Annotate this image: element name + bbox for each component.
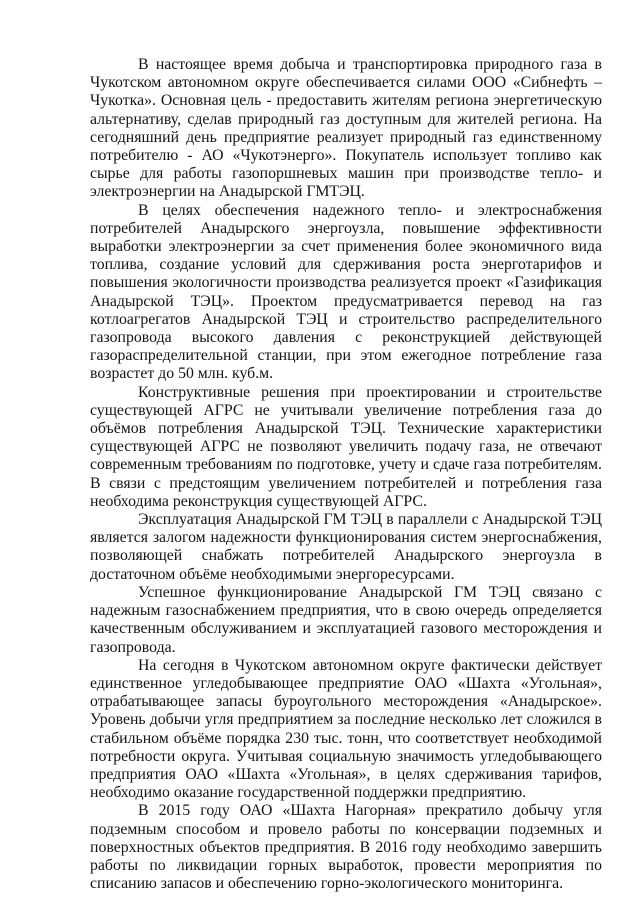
paragraph-gas-production: В настоящее время добыча и транспортировка природного газа в Чукотском автономном округе обеспечивается силами ООО «Сибнефть – Чукотка». Основная цель - предоставить жителям региона энергетическую альтернативу, сделав природный газ доступным для жителей региона. На сегодняшний день предприятие реализует природный газ единственному потребителю - АО «Чукотэнерго». Покупатель использует топливо как сырье для работы газопоршневых машин при производстве тепло- и электроэнергии на Анадырской ГМТЭЦ. xyxy=(90,56,602,201)
document-body xyxy=(90,56,602,893)
paragraph-agrs-reconstruction: Конструктивные решения при проектировании и строительстве существующей АГРС не учитывали увеличение потребления газа до объёмов потребления Анадырской ТЭЦ. Технические характеристики существующей АГРС не позволяют увеличить подачу газа, не отвечают современным требованиям по подготовке, учету и сдаче газа потребителям. В связи с предстоящим увеличением потребителей и потребления газа необходима реконструкция существующей АГРС. xyxy=(90,383,602,510)
paragraph-gas-supply: Успешное функционирование Анадырской ГМ ТЭЦ связано с надежным газоснабжением предприятия, что в свою очередь определяется качественным обслуживанием и эксплуатацией газового месторождения и газопровода. xyxy=(90,583,602,656)
paragraph-coal-mining: На сегодня в Чукотском автономном округе фактически действует единственное угледобывающее предприятие ОАО «Шахта «Угольная», отрабатывающее запасы буроугольного месторождения «Анадырское». Уровень добычи угля предприятием за последние несколько лет сложился в стабильном объёме порядка 230 тыс. тонн, что соответствует необходимой потребности округа. Учитывая социальную значимость угледобывающего предприятия ОАО «Шахта «Угольная», в целях сдерживания тарифов, необходимо оказание государственной поддержки предприятию. xyxy=(90,656,602,802)
paragraph-gm-tec-operation: Эксплуатация Анадырской ГМ ТЭЦ в параллели с Анадырской ТЭЦ является залогом надежности функционирования систем энергоснабжения, позволяющей снабжать потребителей Анадырского энергоузла в достаточном объёме необходимыми энергоресурсами. xyxy=(90,511,602,583)
paragraph-tec-gasification: В целях обеспечения надежного тепло- и электроснабжения потребителей Анадырского энергоузла, повышение эффективности выработки электроэнергии за счет применения более экономичного вида топлива, создание условий для сдерживания роста энерготарифов и повышения экологичности производства реализуется проект «Газификация Анадырской ТЭЦ». Проектом предусматривается перевод на газ котлоагрегатов Анадырской ТЭЦ и строительство распределительного газопровода высокого давления с реконструкцией действующей газораспределительной станции, при этом ежегодное потребление газа возрастет до 50 млн. куб.м. xyxy=(90,201,602,383)
paragraph-mine-closure: В 2015 году ОАО «Шахта Нагорная» прекратило добычу угля подземным способом и провело работы по консервации подземных и поверхностных объектов предприятия. В 2016 году необходимо завершить работы по ликвидации горных выработок, провести мероприятия по списанию запасов и обеспечению горно-экологического мониторинга. xyxy=(90,802,602,893)
